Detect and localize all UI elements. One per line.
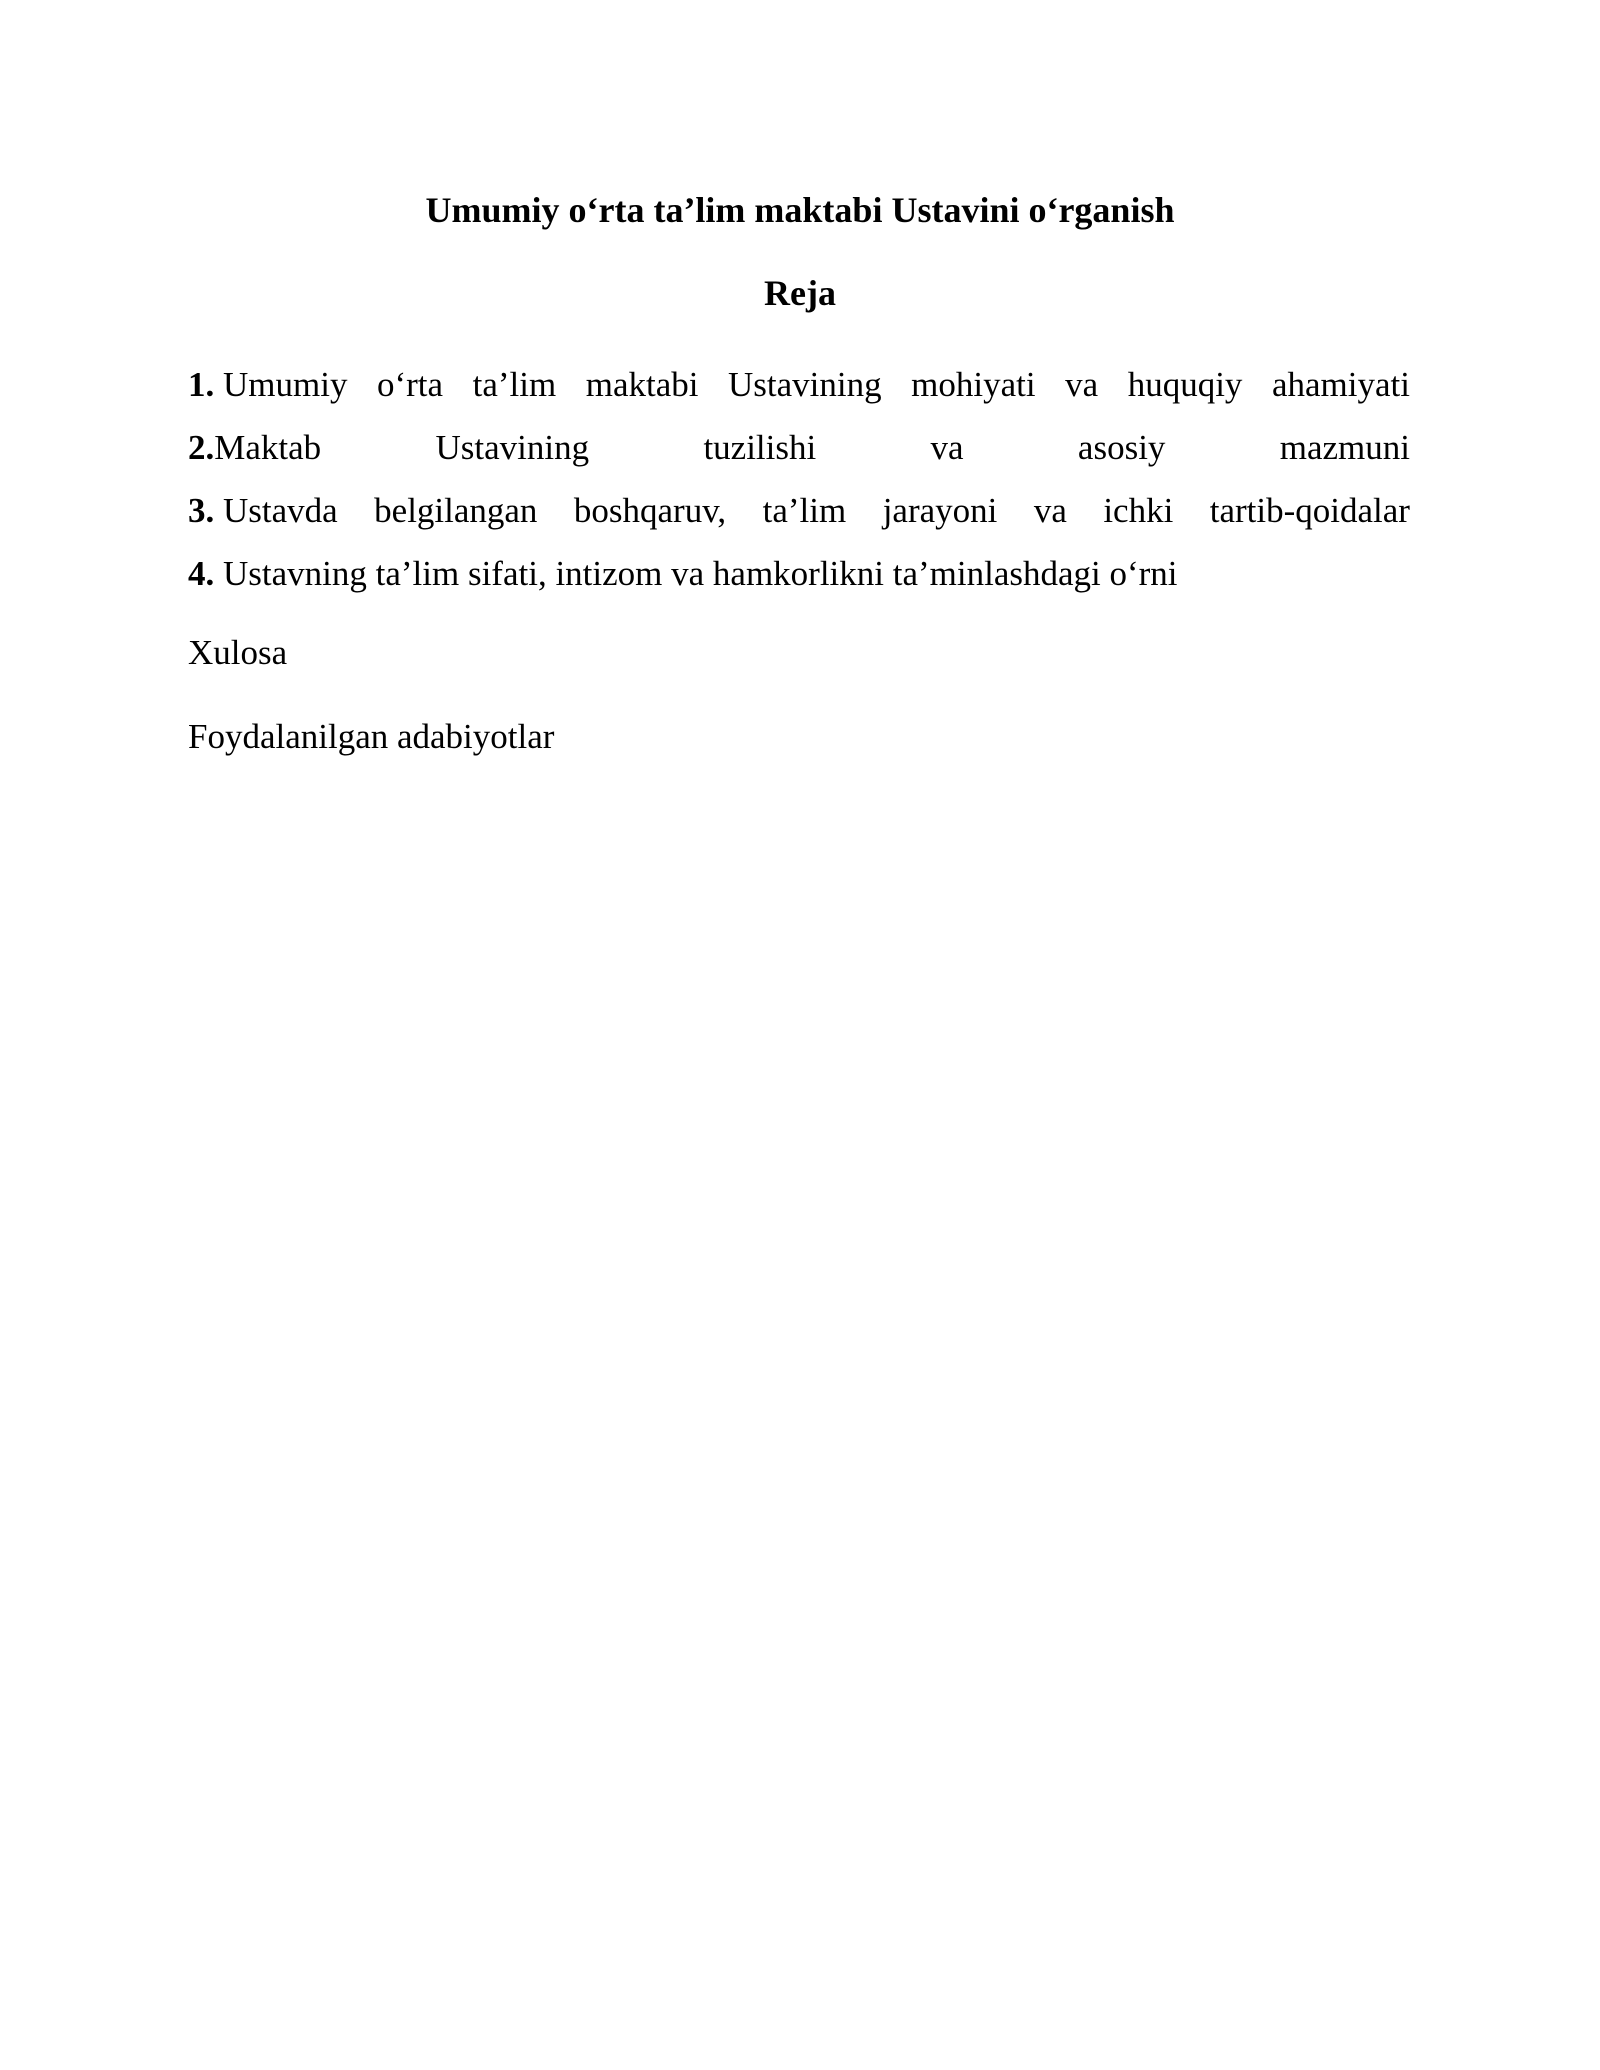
plan-word: ichki bbox=[1103, 491, 1174, 530]
document-title: Umumiy o‘rta ta’lim maktabi Ustavini o‘rganish bbox=[425, 190, 1175, 230]
plan-item-number: 1. bbox=[188, 365, 215, 404]
plan-word: boshqaruv, bbox=[573, 491, 727, 530]
plan-word: Umumiy bbox=[223, 365, 348, 404]
plan-word: maktabi bbox=[585, 365, 699, 404]
plan-item-3 bbox=[188, 479, 1410, 542]
plan-item-4 bbox=[188, 542, 1410, 605]
plan-word: ta’lim bbox=[472, 365, 557, 404]
plan-item-2 bbox=[188, 416, 1410, 479]
plan-list bbox=[188, 353, 1410, 605]
plan-item-number: 3. bbox=[188, 491, 215, 530]
plan-word: asosiy bbox=[1077, 428, 1166, 467]
plan-item-number: 2. bbox=[188, 428, 215, 467]
plan-item-2-first bbox=[188, 416, 321, 479]
plan-word: jarayoni bbox=[882, 491, 998, 530]
plan-heading: Reja bbox=[764, 273, 836, 313]
plan-word: mohiyati bbox=[911, 365, 1036, 404]
plan-word: va bbox=[1065, 365, 1099, 404]
plan-word: mazmuni bbox=[1279, 428, 1410, 467]
conclusion-heading: Xulosa bbox=[188, 633, 288, 672]
plan-word: Ustavda bbox=[223, 491, 338, 530]
plan-word: ahamiyati bbox=[1271, 365, 1410, 404]
plan-word: ta’lim bbox=[762, 491, 847, 530]
plan-item-number: 4. bbox=[188, 554, 215, 593]
plan-word: o‘rta bbox=[376, 365, 444, 404]
references-heading: Foydalanilgan adabiyotlar bbox=[188, 717, 555, 756]
plan-item-1 bbox=[188, 353, 1410, 416]
plan-word: Maktab bbox=[214, 428, 322, 467]
plan-word: va bbox=[930, 428, 964, 467]
plan-word: tartib-qoidalar bbox=[1209, 491, 1410, 530]
plan-item-text: Ustavning ta’lim sifati, intizom va hamkorlikni ta’minlashdagi o‘rni bbox=[223, 554, 1178, 593]
plan-word: Ustavining bbox=[435, 428, 590, 467]
plan-word: va bbox=[1033, 491, 1067, 530]
plan-word: huquqiy bbox=[1127, 365, 1243, 404]
plan-word: tuzilishi bbox=[703, 428, 817, 467]
plan-word: Ustavining bbox=[728, 365, 882, 404]
plan-word: belgilangan bbox=[374, 491, 538, 530]
plan-item-1-first bbox=[188, 353, 347, 416]
plan-item-3-first bbox=[188, 479, 338, 542]
